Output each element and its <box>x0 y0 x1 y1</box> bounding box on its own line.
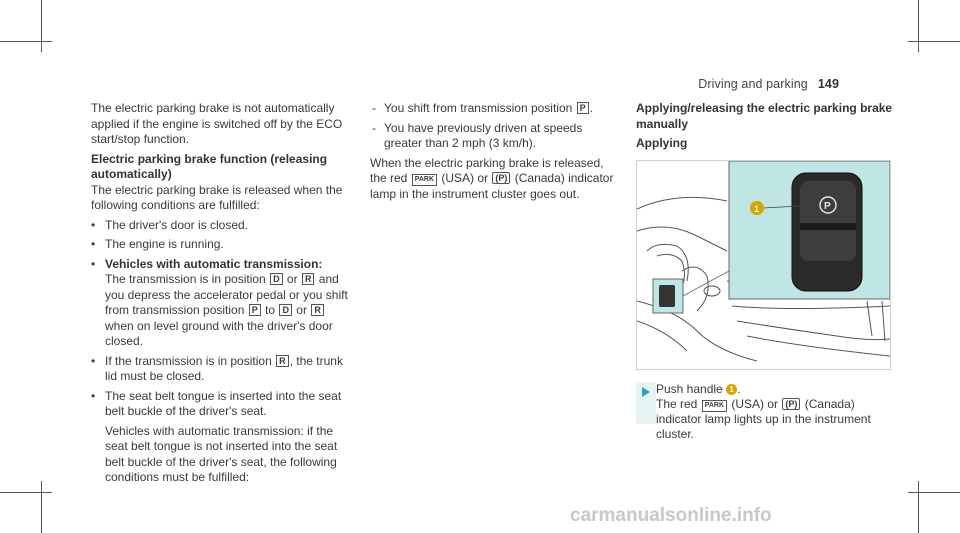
park-indicator-icon: PARK <box>702 400 727 412</box>
paragraph: When the electric parking brake is released, the red PARK (USA) or (P) (Canada) indicator lamp in the instrument cluster goes out. <box>370 155 614 201</box>
crop-mark <box>908 41 960 42</box>
crop-mark <box>0 41 52 42</box>
list-item: - You shift from transmission position P . <box>370 101 620 117</box>
list-item: • The seat belt tongue is inserted into the seat belt buckle of the driver's seat. Vehicles with automatic transmission: if the seat belt tongue is not inserted into the seat belt buckle of the driver's seat, the following conditions must be fulfilled: <box>91 389 349 486</box>
intro-text: The electric parking brake is not automatically applied if the engine is switched off by the ECO start/stop function. <box>91 101 343 146</box>
section-title: Driving and parking <box>698 77 808 91</box>
arrow-right-icon <box>636 382 656 402</box>
section-heading: Applying/releasing the electric parking brake manually <box>636 101 893 131</box>
park-indicator-icon: PARK <box>412 174 437 186</box>
page-header <box>698 77 839 91</box>
svg-text:P: P <box>824 201 831 212</box>
gear-d-icon: D <box>270 273 283 285</box>
section-heading: Electric parking brake function (releasing automatically) <box>91 151 328 181</box>
list-item: • Vehicles with automatic transmission: The transmission is in position D or R and you depress the accelerator pedal or you shift from transmission position P to D or R when on level ground with the driver's door closed. <box>91 257 349 350</box>
list-item: • The engine is running. <box>91 237 349 253</box>
crop-mark <box>41 481 42 533</box>
right-column <box>636 101 906 152</box>
gear-p-icon: P <box>249 304 261 316</box>
gear-r-icon: R <box>302 273 315 285</box>
gear-d-icon: D <box>279 304 292 316</box>
parking-brake-illustration <box>636 160 891 370</box>
callout-1-icon: 1 <box>726 384 737 395</box>
crop-mark <box>918 0 919 52</box>
gear-p-icon: P <box>577 102 589 114</box>
list-item: • If the transmission is in position R , the trunk lid must be closed. <box>91 354 349 385</box>
list-item-heading: • Vehicles with automatic transmission: <box>105 256 323 271</box>
parking-brake-icon: (P) <box>492 172 510 184</box>
subheading: Applying <box>636 136 688 150</box>
note-text: Vehicles with automatic transmission: if the seat belt tongue is not inserted into the seat belt buckle of the driver's seat, the following conditions must be fulfilled: <box>105 423 338 484</box>
gear-r-icon: R <box>276 355 289 367</box>
watermark: carmanualsonline.info <box>570 505 772 526</box>
step-text: Push handle 1 . The red PARK (USA) or (P) (Canada) indicator lamp lights up in the instrument cluster. <box>656 382 871 441</box>
list-item: • The driver's door is closed. <box>91 218 349 234</box>
crop-mark <box>41 0 42 52</box>
list-item: - You have previously driven at speeds greater than 2 mph (3 km/h). <box>370 121 620 152</box>
crop-mark <box>918 481 919 533</box>
gear-r-icon: R <box>311 304 324 316</box>
page-number: 149 <box>817 77 839 91</box>
crop-mark <box>908 492 960 493</box>
parking-brake-icon: (P) <box>782 398 800 410</box>
lead-text: The electric parking brake is released when the following conditions are fulfilled: <box>91 182 343 212</box>
crop-mark <box>0 492 52 493</box>
dashboard-drawing <box>637 161 890 369</box>
callout-label: 1 <box>754 204 760 214</box>
step-marker <box>636 382 656 424</box>
middle-column <box>370 101 620 202</box>
left-column <box>91 101 349 486</box>
